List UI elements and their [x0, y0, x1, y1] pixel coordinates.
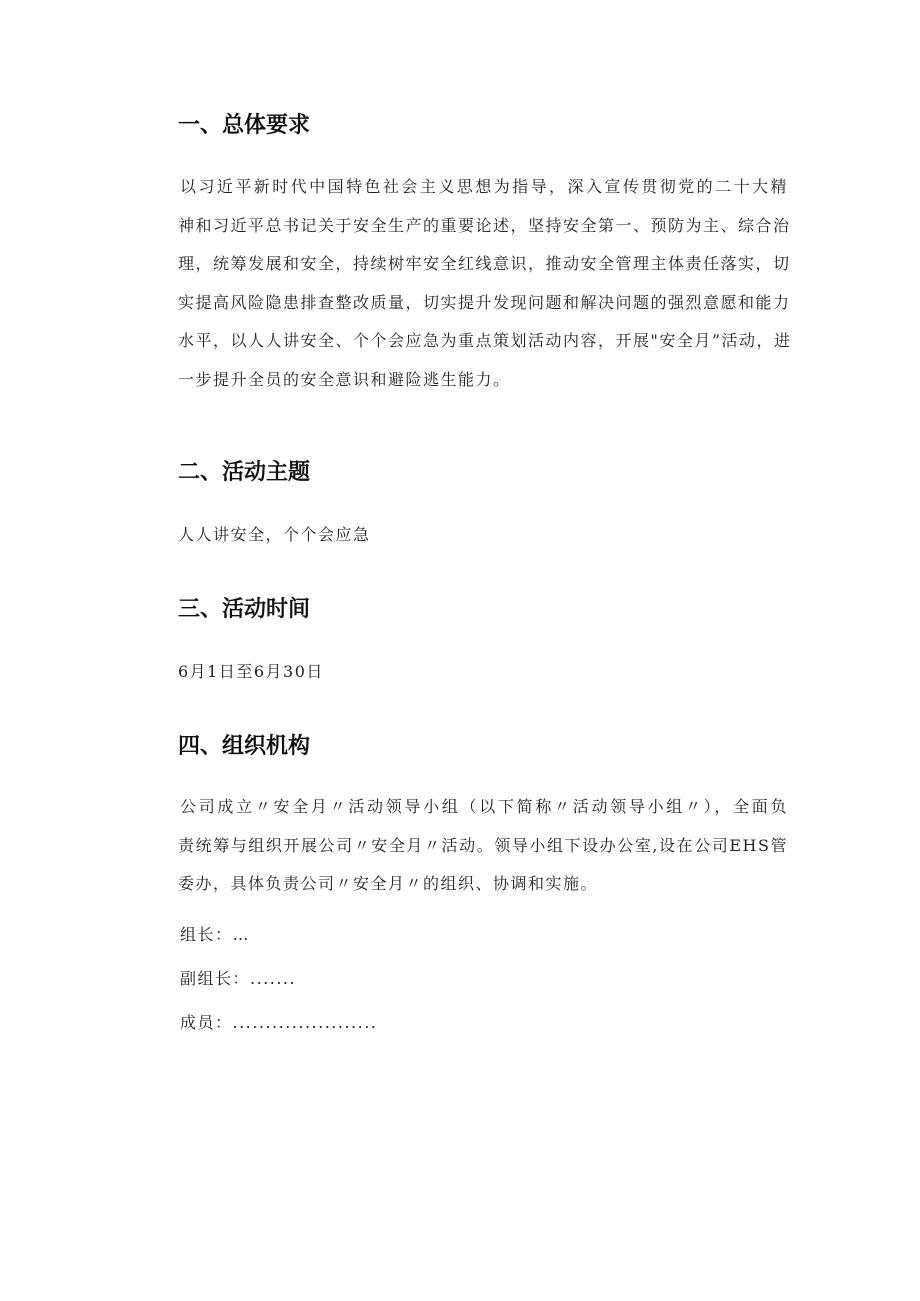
paragraph-line: 一步提升全员的安全意识和避险逃生能力。	[178, 369, 511, 389]
paragraph-line: 神和习近平总书记关于安全生产的重要论述，坚持安全第一、预防为主、综合治	[178, 215, 791, 235]
section-4-heading: 四、组织机构	[178, 734, 311, 759]
section-3-heading: 三、活动时间	[178, 597, 311, 622]
section-1-paragraph	[178, 168, 792, 400]
activity-time-text: 6月1日至6月30日	[178, 662, 324, 681]
paragraph-line: 委办，具体负责公司〃安全月〃的组织、协调和实施。	[178, 874, 599, 894]
section-2-heading: 二、活动主题	[178, 460, 311, 485]
paragraph-line: 以习近平新时代中国特色社会主义思想为指导，深入宣传贯彻党的二十大精	[180, 177, 788, 196]
activity-theme-text: 人人讲安全，个个会应急	[178, 525, 371, 544]
paragraph-line: 水平，以人人讲安全、个个会应急为重点策划活动内容，开展"安全月”活动，进	[178, 331, 792, 351]
members-line: 成员：......................	[180, 1013, 378, 1032]
paragraph-line: 实提高风险隐患排查整改质量，切实提升发现问题和解决问题的强烈意愿和能力	[178, 292, 791, 312]
leader-line: 组长：…	[180, 925, 251, 944]
deputy-leader-line: 副组长：.......	[180, 969, 297, 988]
paragraph-line: 责统筹与组织开展公司〃安全月〃活动。领导小组下设办公室,设在公司EHS管	[178, 835, 788, 855]
paragraph-line: 理，统筹发展和安全，持续树牢安全红线意识，推动安全管理主体责任落实，切	[178, 254, 791, 274]
paragraph-line: 公司成立〃安全月〃活动领导小组（以下简称〃活动领导小组〃），全面负	[180, 797, 788, 816]
section-4-paragraph	[178, 788, 788, 904]
section-1-heading: 一、总体要求	[178, 113, 311, 138]
